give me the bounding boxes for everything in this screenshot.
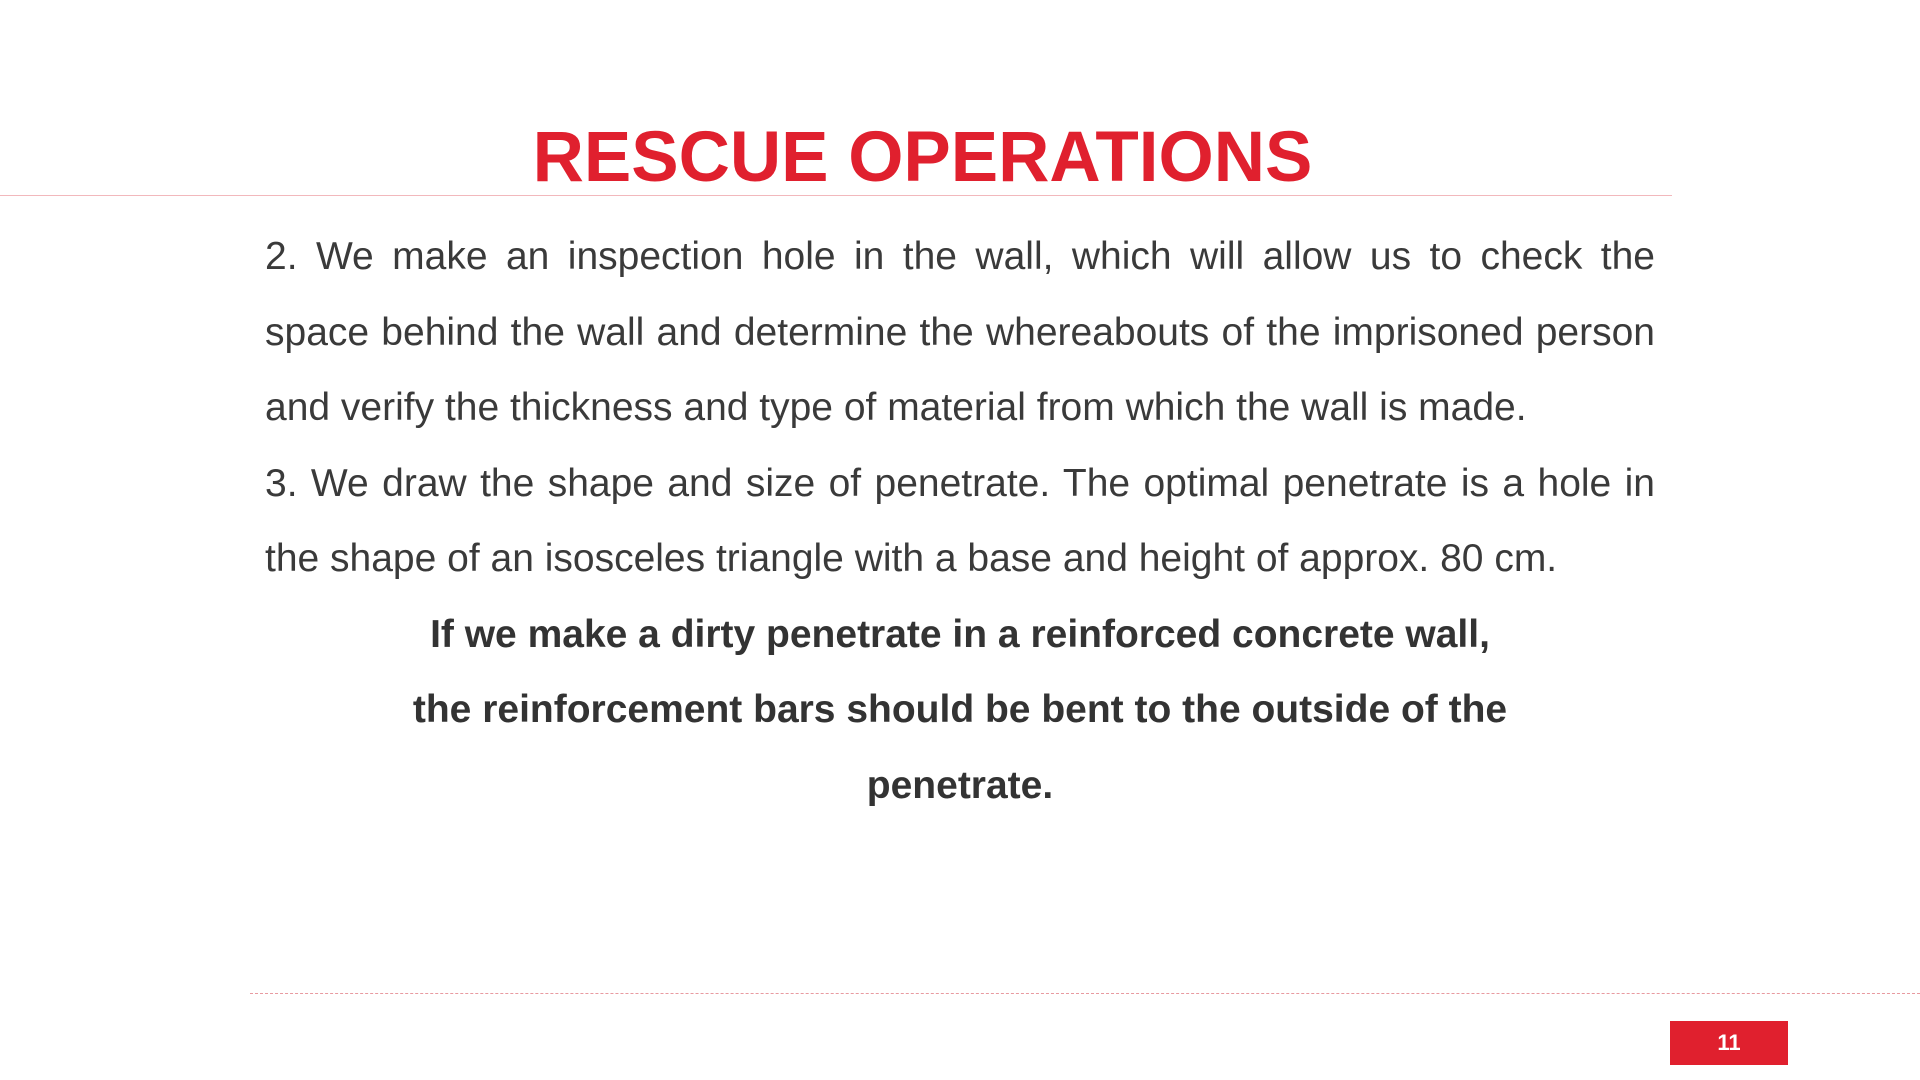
slide-body — [265, 219, 1655, 823]
paragraph-step-2: 2. We make an inspection hole in the wall, which will allow us to check the space behind the wall and determine the whereabouts of the imprisoned person and verify the thickness and type of material from which the wall is made. — [265, 235, 1655, 429]
footer-divider — [250, 993, 1920, 994]
emphasis-line-1: If we make a dirty penetrate in a reinforced concrete wall, — [430, 612, 1490, 656]
title-divider — [0, 195, 1672, 196]
slide-title: RESCUE OPERATIONS — [532, 118, 1313, 197]
page-number-badge: 11 — [1670, 1021, 1788, 1065]
emphasis-line-2: the reinforcement bars should be bent to the outside of the — [412, 688, 1508, 731]
paragraph-step-3: 3. We draw the shape and size of penetrate. The optimal penetrate is a hole in the shape of an isosceles triangle with a base and height of approx. 80 cm. — [265, 461, 1655, 580]
emphasis-line-3: penetrate. — [866, 763, 1054, 807]
